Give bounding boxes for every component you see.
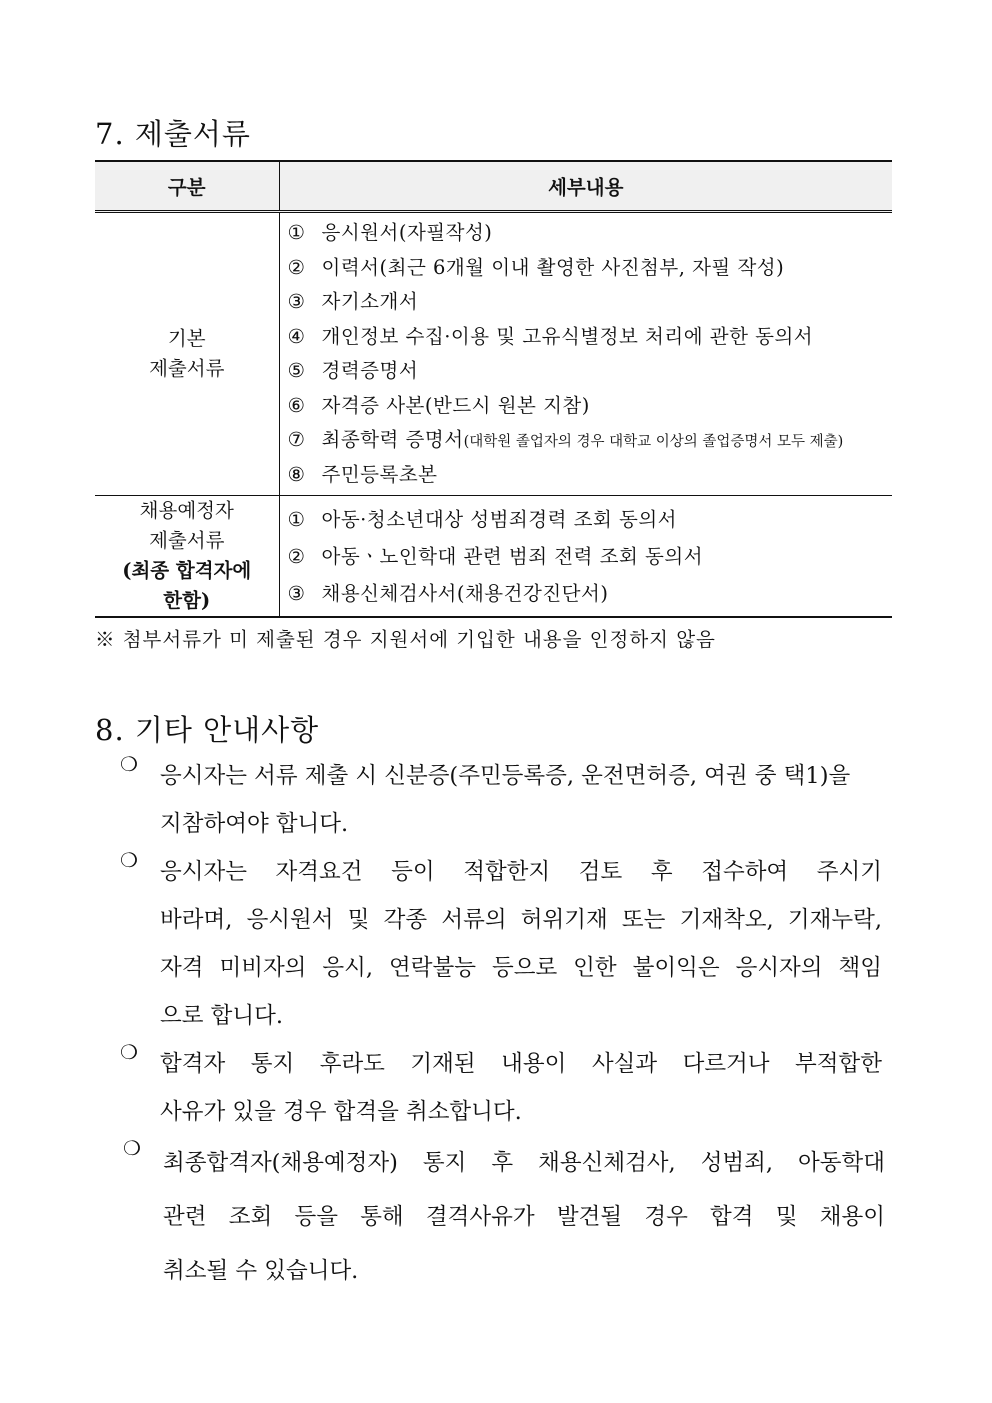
list-item (288, 458, 893, 493)
notice-line: 관련 조회 등을 통해 결격사유가 발견될 경우 합격 및 채용이 (163, 1204, 885, 1230)
section-7-title: 7. 제출서류 (95, 117, 251, 151)
category-line-bold: 한함) (163, 589, 211, 612)
details-cell (279, 496, 892, 618)
item-text: 이력서(최근 6개월 이내 촬영한 사진첨부, 자필 작성) (321, 255, 785, 279)
item-text: 주민등록초본 (321, 462, 438, 486)
list-item (288, 501, 893, 538)
category-cell (95, 212, 279, 496)
item-text: 아동·청소년대상 성범죄경력 조회 동의서 (321, 507, 678, 531)
category-line-bold: (최종 합격자에 (122, 559, 252, 582)
list-item (288, 538, 893, 575)
list-item (288, 216, 893, 251)
item-number: ③ (287, 290, 306, 313)
item-text: 개인정보 수집·이용 및 고유식별정보 처리에 관한 동의서 (321, 324, 814, 348)
item-text-small: (대학원 졸업자의 경우 대학교 이상의 졸업증명서 모두 제출) (463, 434, 844, 450)
notice-item (95, 1040, 895, 1136)
notice-line: 으로 합니다. (160, 1003, 283, 1029)
item-number: ⑤ (287, 359, 306, 382)
item-text: 응시원서(자필작성) (321, 221, 493, 244)
item-number: ⑦ (287, 428, 306, 451)
details-cell (279, 212, 892, 496)
list-item (288, 285, 893, 320)
category-line: 기본 (167, 327, 206, 350)
section-8-title: 8. 기타 안내사항 (95, 713, 320, 747)
notice-line: 합격자 통지 후라도 기재된 내용이 사실과 다르거나 부적합한 (160, 1051, 882, 1077)
table-header-row (95, 161, 892, 212)
item-text: 아동ㆍ노인학대 관련 범죄 전력 조회 동의서 (321, 544, 704, 568)
notice-line: 응시자는 자격요건 등이 적합한지 검토 후 접수하여 주시기 (160, 859, 882, 885)
list-item (288, 354, 893, 389)
item-number: ② (287, 255, 306, 279)
item-number: ① (287, 221, 306, 244)
notice-line: 응시자는 서류 제출 시 신분증(주민등록증, 운전면허증, 여권 중 택1)을 (160, 763, 851, 789)
list-item (288, 389, 893, 424)
notice-item (95, 1136, 895, 1298)
table-row-basic-documents (95, 212, 892, 496)
item-number: ⑧ (287, 462, 306, 486)
notice-line: 사유가 있을 경우 합격을 취소합니다. (160, 1099, 522, 1125)
list-item (288, 575, 893, 612)
category-cell (95, 496, 279, 618)
list-item (288, 251, 893, 286)
header-details: 세부내용 (279, 161, 892, 212)
bullet-icon: ❍ (120, 752, 138, 776)
item-text: 자기소개서 (321, 290, 419, 313)
notice-item (95, 752, 895, 848)
notice-list (95, 752, 895, 1298)
item-number: ② (287, 544, 306, 568)
bullet-icon: ❍ (120, 848, 138, 872)
category-line: 제출서류 (149, 357, 225, 380)
table-row-finalist-documents (95, 496, 892, 618)
item-text: 채용신체검사서(채용건강진단서) (321, 581, 609, 605)
item-text: 자격증 사본(반드시 원본 지참) (321, 393, 590, 417)
list-item (288, 320, 893, 355)
item-number: ⑥ (287, 393, 306, 417)
header-category: 구분 (95, 161, 279, 212)
attachment-note: ※ 첨부서류가 미 제출된 경우 지원서에 기입한 내용을 인정하지 않음 (95, 628, 716, 651)
item-text: 경력증명서 (321, 359, 419, 382)
category-line: 제출서류 (149, 529, 225, 552)
notice-item (95, 848, 895, 1040)
item-number: ③ (287, 581, 306, 605)
item-number: ① (287, 507, 306, 531)
notice-line: 최종합격자(채용예정자) 통지 후 채용신체검사, 성범죄, 아동학대 (163, 1150, 885, 1176)
notice-line: 지참하여야 합니다. (160, 811, 349, 837)
notice-line: 취소될 수 있습니다. (163, 1258, 359, 1284)
bullet-icon: ❍ (123, 1136, 141, 1160)
list-item (288, 423, 893, 458)
notice-line: 바라며, 응시원서 및 각종 서류의 허위기재 또는 기재착오, 기재누락, (160, 907, 882, 933)
bullet-icon: ❍ (120, 1040, 138, 1064)
category-line: 채용예정자 (139, 499, 234, 522)
item-text: 최종학력 증명서 (321, 428, 464, 451)
item-number: ④ (287, 324, 306, 348)
submission-documents-table (95, 160, 892, 618)
notice-line: 자격 미비자의 응시, 연락불능 등으로 인한 불이익은 응시자의 책임 (160, 955, 882, 981)
